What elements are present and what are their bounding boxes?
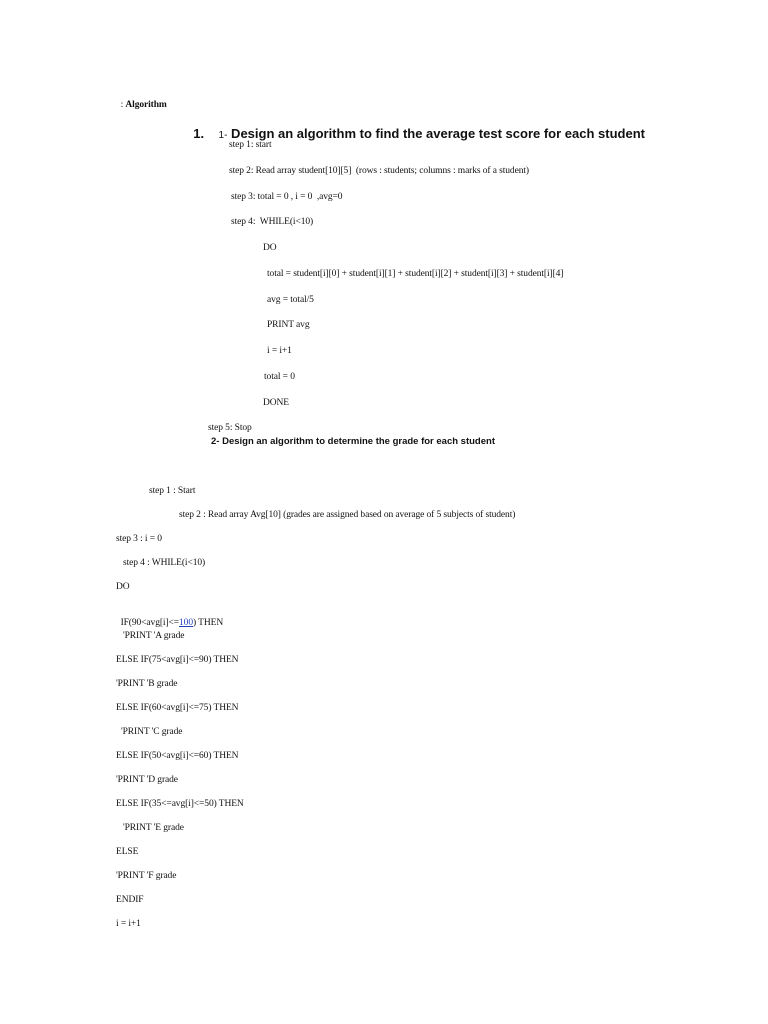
heading-label: Algorithm (125, 100, 167, 110)
q1-done: DONE (263, 398, 289, 408)
q2-else: ELSE (116, 847, 139, 857)
q1-increment-line: i = i+1 (267, 346, 292, 356)
q2-print-c: 'PRINT 'C grade (121, 727, 183, 737)
q2-elseif-c: ELSE IF(60<avg[i]<=75) THEN (116, 703, 239, 713)
q2-endif: ENDIF (116, 895, 144, 905)
q2-step-4: step 4 : WHILE(i<10) (123, 558, 206, 568)
q2-if-suffix: ) THEN (192, 618, 224, 628)
q1-reset-line: total = 0 (264, 372, 295, 382)
heading-prefix: : (120, 100, 126, 110)
q2-elseif-d: ELSE IF(50<avg[i]<=60) THEN (116, 751, 239, 761)
question-1-subnumber: 1- (218, 130, 228, 141)
q2-print-a: 'PRINT 'A grade (123, 631, 185, 641)
q1-step-3: step 3: total = 0 , i = 0 ,avg=0 (231, 192, 343, 202)
q2-elseif-b: ELSE IF(75<avg[i]<=90) THEN (116, 655, 239, 665)
q2-print-b: 'PRINT 'B grade (116, 679, 178, 689)
q2-if-prefix: IF(90<avg[i]<= (120, 618, 180, 628)
q2-print-e: 'PRINT 'E grade (123, 823, 184, 833)
q2-print-d: 'PRINT 'D grade (116, 775, 178, 785)
q2-step-1: step 1 : Start (149, 486, 196, 496)
q2-step-3: step 3 : i = 0 (116, 534, 162, 544)
q2-elseif-e: ELSE IF(35<=avg[i]<=50) THEN (116, 799, 244, 809)
question-1-text: Design an algorithm to find the average test score for each student (227, 126, 645, 141)
question-1-number: 1. (193, 126, 205, 141)
q1-step-4: step 4: WHILE(i<10) (231, 217, 314, 227)
q1-step-5: step 5: Stop (208, 423, 252, 433)
q2-step-2: step 2 : Read array Avg[10] (grades are assigned based on average of 5 subjects of student) (179, 510, 516, 520)
q2-increment: i = i+1 (116, 919, 141, 929)
q1-total-line: total = student[i][0] + student[i][1] + student[i][2] + student[i][3] + student[i][4] (267, 269, 564, 279)
q1-step-2: step 2: Read array student[10][5] (rows : students; columns : marks of a student) (229, 166, 529, 176)
q2-if-line (116, 605, 223, 629)
q2-if-link[interactable]: 100 (179, 618, 193, 628)
question-2-title: 2- Design an algorithm to determine the grade for each student (211, 436, 495, 447)
q2-do: DO (116, 582, 130, 592)
q1-do: DO (263, 243, 277, 253)
section-heading (116, 87, 167, 111)
q2-print-f: 'PRINT 'F grade (116, 871, 177, 881)
q1-avg-line: avg = total/5 (267, 295, 314, 305)
q1-step-1: step 1: start (229, 140, 272, 150)
q1-print-line: PRINT avg (267, 320, 310, 330)
